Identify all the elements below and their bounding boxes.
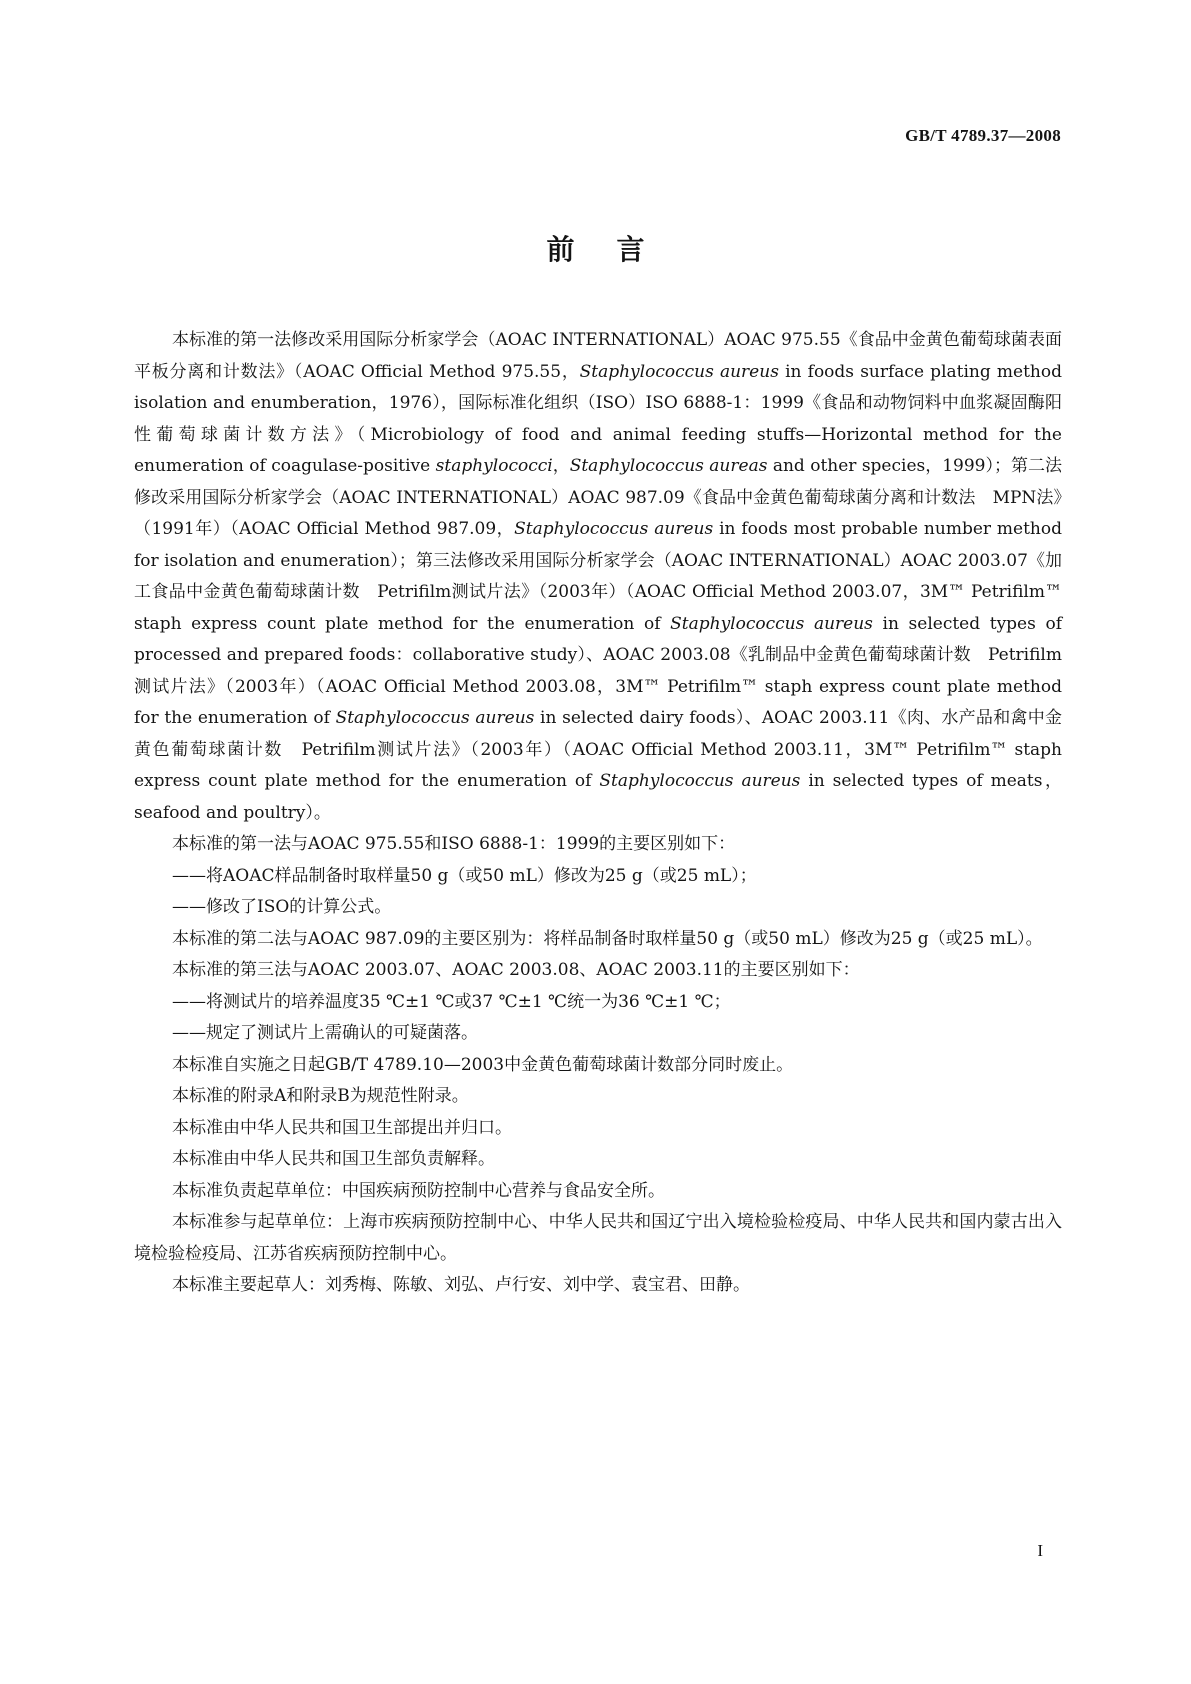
method2-difference: 本标准的第二法与AOAC 987.09的主要区别为：将样品制备时取样量50 g（或50 mL）修改为25 g（或25 mL）。 (172, 928, 1043, 949)
closing-paragraph: 本标准负责起草单位：中国疾病预防控制中心营养与食品安全所。 (172, 1180, 665, 1201)
closing-paragraph: 本标准由中华人民共和国卫生部负责解释。 (172, 1149, 495, 1169)
species-name: staphylococci (435, 456, 553, 476)
method3-item: ——将测试片的培养温度35 ℃±1 ℃或37 ℃±1 ℃统一为36 ℃±1 ℃； (172, 991, 731, 1012)
closing-paragraph: 本标准由中华人民共和国卫生部提出并归口。 (172, 1117, 512, 1138)
text-run: ， (552, 456, 570, 476)
page-title: 前言 (546, 233, 687, 266)
closing-paragraph: 本标准主要起草人：刘秀梅、陈敏、刘弘、卢行安、刘中学、袁宝君、田静。 (172, 1275, 750, 1295)
text-run: in selected types of processed and prepared foods：collaborative study）、AOAC 2003.08《乳制品中金黄色葡萄球菌计数 Petrifilm测试片法》（2003年）（AOAC Official Method 2003.08，3M™ Petrifilm™ staph express count plate method for the enumeration of (134, 613, 1062, 728)
species-name: Staphylococcus aureas (569, 456, 768, 476)
text-run: and other species，1999）；第二法修改采用国际分析家学会（AOAC INTERNATIONAL）AOAC 987.09《食品中金黄色葡萄球菌分离和计数法 MPN法》（1991年）（AOAC Official Method 987.09， (134, 456, 1063, 539)
closing-paragraph: 本标准的附录A和附录B为规范性附录。 (172, 1086, 469, 1106)
method1-item: ——将AOAC样品制备时取样量50 g（或50 mL）修改为25 g（或25 mL）； (172, 865, 757, 886)
species-name: Staphylococcus aureus (335, 708, 535, 728)
foreword-body (134, 325, 1062, 1302)
closing-paragraph: 本标准自实施之日起GB/T 4789.10—2003中金黄色葡萄球菌计数部分同时废止。 (172, 1054, 794, 1075)
closing-paragraph: 本标准参与起草单位：上海市疾病预防控制中心、中华人民共和国辽宁出入境检验检疫局、中华人民共和国内蒙古出入境检验检疫局、江苏省疾病预防控制中心。 (134, 1212, 1062, 1264)
text-run: in foods most probable number method for isolation and enumeration）；第三法修改采用国际分析家学会（AOAC INTERNATIONAL）AOAC 2003.07《加工食品中金黄色葡萄球菌计数 Petrifilm测试片法》（2003年）（AOAC Official Method 2003.07，3M™ Petrifilm™ staph express count plate method for the enumeration of (134, 519, 1062, 634)
species-name: Staphylococcus aureus (599, 771, 801, 791)
standard-number: GB/T 4789.37—2008 (905, 126, 1061, 145)
page-number: I (1037, 1541, 1043, 1560)
species-name: Staphylococcus aureus (670, 613, 873, 634)
text-run: 本标准的第一法修改采用国际分析家学会（AOAC INTERNATIONAL）AOAC 975.55《食品中金黄色葡萄球菌表面平板分离和计数法》（AOAC Official Method 975.55， (134, 330, 1062, 382)
foreword-paragraph-adoption (134, 325, 1062, 829)
method1-intro: 本标准的第一法与AOAC 975.55和ISO 6888-1：1999的主要区别如下： (172, 834, 736, 854)
method1-item: ——修改了ISO的计算公式。 (172, 897, 392, 917)
text-run: in foods surface plating method isolation and enumberation，1976），国际标准化组织（ISO）ISO 6888-1：1999《食品和动物饲料中血浆凝固酶阳性葡萄球菌计数方法》（Microbiology of food and animal feeding stuffs—Horizontal method for the enumeration of coagulase-positive (134, 361, 1062, 476)
text-run: in selected dairy foods）、AOAC 2003.11《肉、水产品和禽中金黄色葡萄球菌计数 Petrifilm测试片法》（2003年）（AOAC Official Method 2003.11，3M™ Petrifilm™ staph express count plate method for the enumeration of (134, 708, 1062, 791)
species-name: Staphylococcus aureus (579, 361, 779, 382)
method3-item: ——规定了测试片上需确认的可疑菌落。 (172, 1023, 478, 1043)
species-name: Staphylococcus aureus (514, 519, 714, 539)
text-run: in selected types of meats，seafood and poultry）。 (134, 771, 1063, 823)
method3-intro: 本标准的第三法与AOAC 2003.07、AOAC 2003.08、AOAC 2003.11的主要区别如下： (172, 960, 860, 980)
